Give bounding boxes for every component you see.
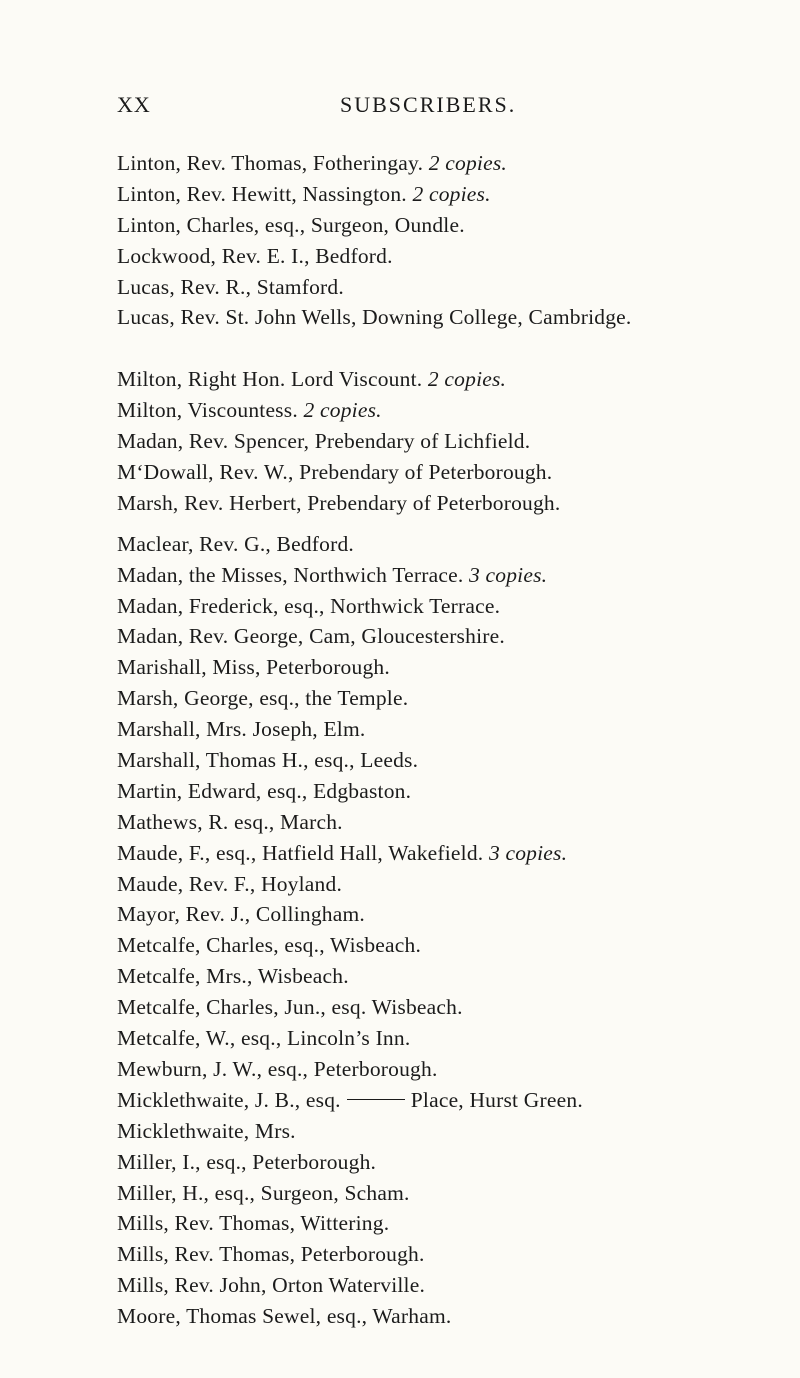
subscriber-entry — [117, 1147, 797, 1178]
subscriber-entry — [117, 1239, 797, 1270]
subscriber-entry — [117, 457, 797, 488]
subscriber-text: Mills, Rev. John, Orton Waterville. — [117, 1273, 426, 1298]
copies-note: 2 copies. — [303, 398, 382, 423]
subscriber-text: Lucas, Rev. R., Stamford. — [117, 274, 344, 299]
subscriber-text: Miller, H., esq., Surgeon, Scham. — [117, 1180, 410, 1205]
subscriber-entry — [117, 364, 797, 395]
subscriber-entry — [117, 560, 797, 591]
subscriber-entry — [117, 210, 797, 241]
subscriber-text: Marsh, Rev. Herbert, Prebendary of Peterborough. — [117, 490, 561, 515]
subscriber-text: Madan, Frederick, esq., Northwick Terrace. — [117, 593, 501, 618]
subscriber-text: Martin, Edward, esq., Edgbaston. — [117, 778, 412, 803]
subscriber-text: Marsh, George, esq., the Temple. — [117, 686, 409, 711]
subscriber-text: Mewburn, J. W., esq., Peterborough. — [117, 1056, 438, 1081]
copies-note: 3 copies. — [488, 840, 568, 865]
subscriber-entry — [117, 992, 797, 1023]
subscriber-text: Milton, Right Hon. Lord Viscount. — [117, 367, 423, 392]
subscriber-text: Maclear, Rev. G., Bedford. — [117, 531, 354, 556]
subscriber-text: Metcalfe, W., esq., Lincoln’s Inn. — [117, 1026, 411, 1051]
subscriber-entry — [117, 302, 797, 333]
subscriber-entry — [117, 1301, 797, 1332]
subscriber-text: Metcalfe, Charles, Jun., esq. Wisbeach. — [117, 995, 463, 1020]
subscriber-text: Micklethwaite, J. B., esq. — [117, 1087, 341, 1112]
subscriber-entry — [117, 652, 797, 683]
page-header — [0, 92, 800, 132]
subscriber-text: Madan, Rev. Spencer, Prebendary of Lichfield. — [117, 429, 531, 454]
subscriber-entry — [117, 621, 797, 652]
subscriber-text: Marishall, Miss, Peterborough. — [117, 655, 390, 680]
subscriber-entry — [117, 807, 797, 838]
subscriber-entry — [117, 148, 797, 179]
subscriber-entry — [117, 529, 797, 560]
subscriber-entry — [117, 1054, 797, 1085]
subscriber-text: Lucas, Rev. St. John Wells, Downing College, Cambridge. — [117, 305, 632, 330]
subscriber-entry — [117, 1270, 797, 1301]
subscriber-entry — [117, 591, 797, 622]
subscriber-text: Micklethwaite, Mrs. — [117, 1118, 296, 1143]
subscriber-text: Metcalfe, Charles, esq., Wisbeach. — [117, 933, 422, 958]
subscriber-entry — [117, 930, 797, 961]
subscriber-text: Marshall, Mrs. Joseph, Elm. — [117, 717, 366, 742]
subscriber-text: Metcalfe, Mrs., Wisbeach. — [117, 964, 349, 989]
subscriber-text: Mayor, Rev. J., Collingham. — [117, 902, 365, 927]
subscriber-entry — [117, 241, 797, 272]
subscriber-text: Linton, Charles, esq., Surgeon, Oundle. — [117, 212, 465, 237]
subscriber-entry — [117, 1085, 797, 1116]
subscriber-entry — [117, 179, 797, 210]
subscriber-entry — [117, 899, 797, 930]
page-number: XX — [117, 92, 151, 117]
subscriber-text: Lockwood, Rev. E. I., Bedford. — [117, 243, 393, 268]
subscriber-entry — [117, 395, 797, 426]
copies-note: 2 copies. — [412, 181, 491, 206]
subscriber-text: Mills, Rev. Thomas, Wittering. — [117, 1211, 390, 1236]
subscriber-entry — [117, 683, 797, 714]
subscriber-entry — [117, 838, 797, 869]
subscriber-text: Linton, Rev. Hewitt, Nassington. — [117, 181, 407, 206]
subscriber-entry — [117, 488, 797, 519]
subscriber-text: Mathews, R. esq., March. — [117, 809, 343, 834]
subscriber-entry — [117, 1178, 797, 1209]
subscriber-entry — [117, 1208, 797, 1239]
subscriber-text: M‘Dowall, Rev. W., Prebendary of Peterborough. — [117, 460, 553, 485]
subscriber-entry — [117, 776, 797, 807]
subscriber-entry — [117, 961, 797, 992]
subscriber-entry — [117, 1116, 797, 1147]
subscriber-text: Maude, Rev. F., Hoyland. — [117, 871, 343, 896]
copies-note: 3 copies. — [469, 562, 548, 587]
subscriber-entry — [117, 1023, 797, 1054]
copies-note: 2 copies. — [427, 367, 507, 392]
subscriber-text: Madan, the Misses, Northwich Terrace. — [117, 562, 464, 587]
subscriber-entry — [117, 714, 797, 745]
subscriber-text-continued: Place, Hurst Green. — [410, 1087, 583, 1112]
subscriber-list — [117, 148, 797, 1332]
subscriber-text: Milton, Viscountess. — [117, 398, 298, 423]
subscriber-text: Mills, Rev. Thomas, Peterborough. — [117, 1242, 425, 1267]
subscriber-text: Marshall, Thomas H., esq., Leeds. — [117, 748, 419, 773]
subscriber-text: Maude, F., esq., Hatfield Hall, Wakefield. — [117, 840, 484, 865]
subscriber-entry — [117, 869, 797, 900]
subscriber-text: Miller, I., esq., Peterborough. — [117, 1149, 377, 1174]
blank-dash — [347, 1099, 405, 1100]
subscriber-text: Madan, Rev. George, Cam, Gloucestershire. — [117, 624, 505, 649]
copies-note: 2 copies. — [428, 151, 507, 175]
subscriber-entry — [117, 272, 797, 303]
subscriber-entry — [117, 426, 797, 457]
running-title: SUBSCRIBERS. — [340, 92, 517, 117]
subscriber-text: Moore, Thomas Sewel, esq., Warham. — [117, 1304, 452, 1329]
subscriber-entry — [117, 745, 797, 776]
subscriber-text: Linton, Rev. Thomas, Fotheringay. — [117, 151, 424, 175]
